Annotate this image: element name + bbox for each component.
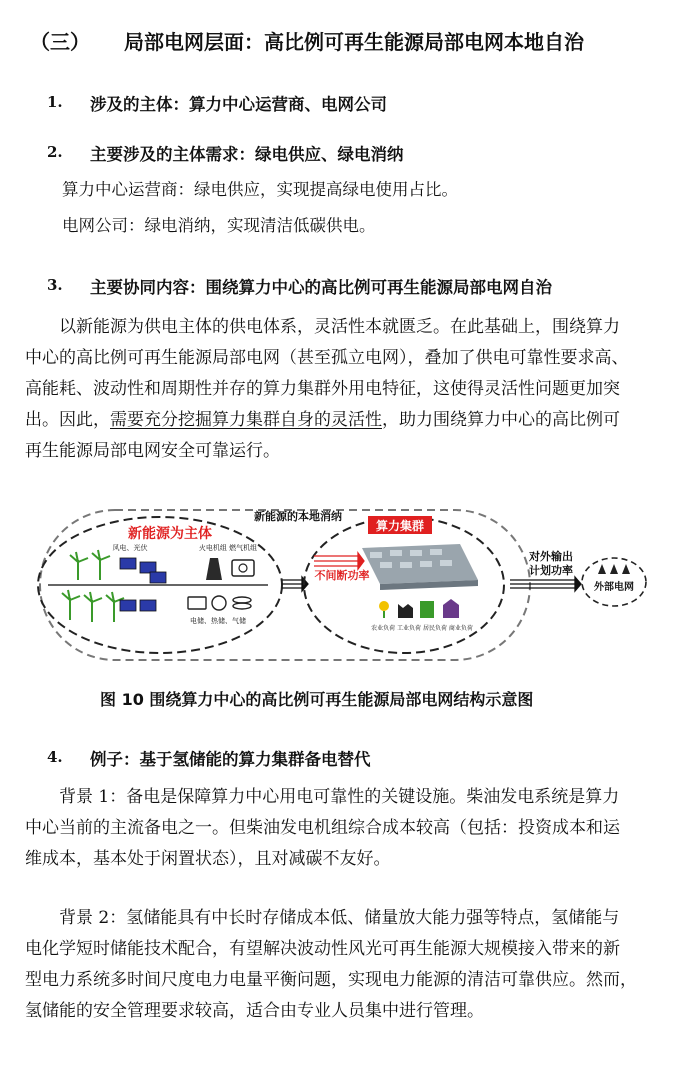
interruptible-label: 不间断功率 — [314, 569, 370, 582]
paragraph-line: 型电力系统多时间尺度电力电量平衡问题，实现电力能源的清洁可靠供应。然而， — [25, 970, 637, 990]
paragraph-line: 高能耗、波动性和周期性并存的算力集群外用电特征，这使得灵活性问题更加突 — [25, 379, 620, 399]
paragraph-line — [25, 405, 665, 436]
cluster-title: 算力集群 — [375, 519, 425, 533]
underlined-emphasis: 需要充分挖掘算力集群自身的灵活性 — [110, 410, 382, 430]
item-1-number: 1. — [47, 93, 63, 111]
item-2-line-operator: 算力中心运营商：绿电供应，实现提高绿电使用占比。 — [62, 180, 458, 199]
power-tower-icon — [598, 564, 630, 574]
item-3-number: 3. — [47, 276, 63, 294]
paragraph-line: 再生能源局部电网安全可靠运行。 — [25, 441, 280, 461]
item-2-heading: 主要涉及的主体需求：绿电供应、绿电消纳 — [90, 145, 404, 164]
load-icons — [379, 599, 459, 618]
background-2-paragraph — [25, 903, 665, 1027]
outer-label: 新能源的本地消纳 — [254, 510, 342, 523]
item-3-heading: 主要协同内容：围绕算力中心的高比例可再生能源局部电网自治 — [90, 278, 552, 297]
storage-icon — [188, 596, 251, 610]
background-1-paragraph — [25, 782, 665, 875]
paragraph-line: 背景 2：氢储能具有中长时存储成本低、储量放大能力强等特点，氢储能与 — [25, 908, 620, 928]
paragraph-line: 电化学短时储能技术配合，有望解决波动性风光可再生能源大规模接入带来的新 — [25, 939, 620, 959]
paragraph-text: 出。因此， — [25, 410, 110, 430]
interruptible-power-arrows — [314, 553, 364, 569]
export-label-line-1: 对外输出 — [529, 550, 573, 563]
storage-label: 电储、热储、气储 — [190, 617, 246, 625]
paragraph-line: 维成本，基本处于闲置状态），且对减碳不友好。 — [25, 849, 391, 869]
paragraph-line: 中心的高比例可再生能源局部电网（甚至孤立电网），叠加了供电可靠性要求高、 — [25, 348, 629, 368]
grid-structure-diagram — [0, 500, 694, 685]
paragraph-line: 背景 1：备电是保障算力中心用电可靠性的关键设施。柴油发电系统是算力 — [25, 787, 620, 807]
item-4-heading: 例子：基于氢储能的算力集群备电替代 — [90, 750, 371, 769]
paragraph-line: 中心当前的主流备电之一。但柴油发电机组综合成本较高（包括：投资成本和运 — [25, 818, 620, 838]
export-label-line-2: 计划功率 — [529, 564, 573, 577]
paragraph-line: 氢储能的安全管理要求较高，适合由专业人员集中进行管理。 — [25, 1001, 484, 1021]
section-label: （三） — [30, 30, 90, 54]
paragraph-line: 以新能源为供电主体的供电体系，灵活性本就匮乏。在此基础上，围绕算力 — [25, 317, 620, 337]
figure-caption: 图 10 围绕算力中心的高比例可再生能源局部电网结构示意图 — [100, 690, 534, 709]
item-2-line-grid: 电网公司：绿电消纳，实现清洁低碳供电。 — [62, 216, 376, 235]
item-3-paragraph — [25, 312, 665, 467]
item-2-number: 2. — [47, 143, 63, 161]
thermal-unit-icon — [206, 558, 254, 580]
thermal-label: 火电机组 燃气机组 — [198, 544, 258, 552]
section-title: 局部电网层面：高比例可再生能源局部电网本地自治 — [124, 30, 584, 54]
wind-turbine-icon — [62, 550, 124, 622]
left-title: 新能源为主体 — [128, 526, 212, 542]
export-arrow-icon — [510, 577, 581, 591]
data-center-icon — [362, 544, 478, 590]
wind-solar-label: 风电、光伏 — [112, 544, 148, 552]
loads-label: 农业负荷 工业负荷 居民负荷 商业负荷 — [371, 625, 473, 632]
paragraph-text: ，助力围绕算力中心的高比例可 — [382, 410, 620, 430]
item-4-number: 4. — [47, 748, 63, 766]
external-grid-label: 外部电网 — [594, 582, 634, 593]
item-1-heading: 涉及的主体：算力中心运营商、电网公司 — [90, 95, 387, 114]
